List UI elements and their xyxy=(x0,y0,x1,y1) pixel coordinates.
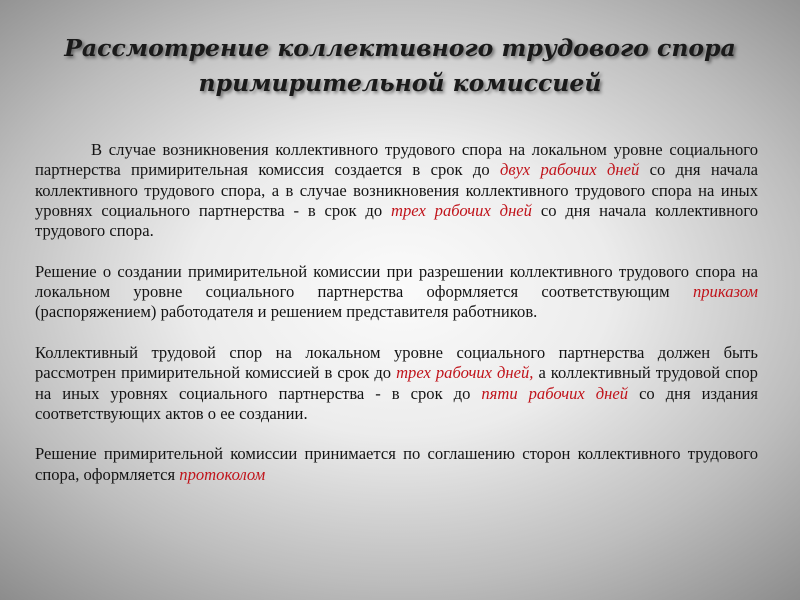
paragraph-2-text-2: (распоряжением) работодателя и решением представителя работников. xyxy=(35,302,538,322)
highlight-three-working-days-2: трех рабочих дней, xyxy=(396,363,534,383)
highlight-protocol: протоколом xyxy=(179,464,266,484)
paragraph-3-text-3: со дня издания соответствующих актов о ее создании. xyxy=(35,383,758,423)
paragraph-4 xyxy=(35,444,758,485)
highlight-order: приказом xyxy=(692,282,758,302)
highlight-five-working-days: пяти рабочих дней xyxy=(481,383,629,403)
paragraph-1 xyxy=(35,140,758,241)
highlight-three-working-days: трех рабочих дней xyxy=(391,200,532,220)
paragraph-2 xyxy=(35,262,758,323)
paragraph-4-text-1: Решение примирительной комиссии принимается по соглашению сторон коллективного трудового спора, оформляется xyxy=(35,444,758,484)
slide-title: Рассмотрение коллективного трудового спора примирительной комиссией xyxy=(64,34,736,97)
paragraph-1-text-1: В случае возникновения коллективного трудового спора на локальном уровне социального партнерства примирительная комиссия создается в срок до xyxy=(35,140,758,180)
paragraph-2-text-1: Решение о создании примирительной комиссии при разрешении коллективного трудового спора на локальном уровне социального партнерства оформляется соответствующим xyxy=(35,261,758,302)
slide-body xyxy=(35,140,758,505)
paragraph-3-text-2: а коллективный трудовой спор на иных уровнях социального партнерства - в срок до xyxy=(35,363,758,403)
paragraph-1-text-2: со дня начала коллективного трудового спора, а в случае возникновения коллективного трудового спора на иных уровнях социального партнерства - в срок до xyxy=(35,160,758,220)
paragraph-1-text-3: со дня начала коллективного трудового спора. xyxy=(35,200,759,241)
paragraph-3 xyxy=(35,343,758,424)
paragraph-3-text-1: Коллективный трудовой спор на локальном уровне социального партнерства должен быть рассмотрен примирительной комиссией в срок до xyxy=(35,342,758,383)
highlight-two-working-days: двух рабочих дней xyxy=(500,160,640,180)
